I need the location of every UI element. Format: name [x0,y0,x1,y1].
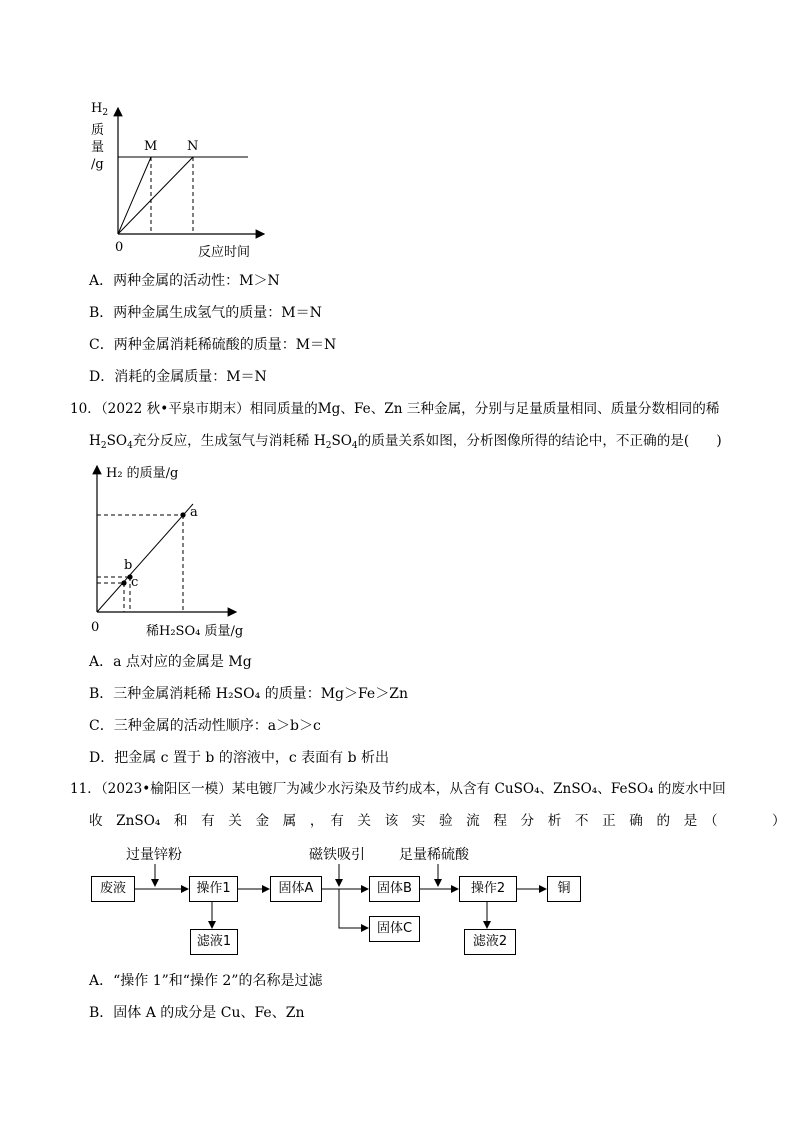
graph2-point-c-label: c [131,575,139,590]
graph2-y-label: H₂ 的质量/g [106,466,179,481]
q10-text-mid: 充分反应，生成氢气与消耗稀 H [132,433,326,449]
y-label-unit: /g [91,157,104,172]
q10-sub2: 4 [127,441,133,451]
q10-stem-line1: 10．（2022 秋•平泉市期末）相同质量的Mg、Fe、Zn 三种金属，分别与足量质量相同、质量分数相同的稀 [70,401,720,417]
flow-box-op1: 操作1 [189,876,238,902]
y-label-liang: 量 [91,140,105,155]
flow-box-op2: 操作2 [459,876,517,902]
flow-box-filtrate2: 滤液2 [464,929,516,955]
q9-option-c: C．两种金属消耗稀硫酸的质量：M＝N [89,337,337,353]
q9-option-a: A．两种金属的活动性：M＞N [89,273,280,289]
graph2-point-b-label: b [124,558,133,573]
q10-h: H [89,433,101,449]
graph1-point-n-label: N [187,139,199,154]
graph2-point-a-label: a [190,505,198,520]
q11-option-b: B．固体 A 的成分是 Cu、Fe、Zn [89,1005,305,1021]
q11-stem-line2: 收 ZnSO₄ 和 有 关 金 属 ， 有 关 该 实 验 流 程 分 析 不 正 确 的 是 （ ） [89,813,786,829]
q10-so: SO [106,433,128,449]
q9-option-d: D．消耗的金属质量：M＝N [89,369,267,385]
graph1-origin: 0 [115,240,124,255]
q10-option-d: D．把金属 c 置于 b 的溶液中，c 表面有 b 析出 [89,750,389,766]
q10-sub1: 2 [100,441,107,451]
q10-option-b: B．三种金属消耗稀 H₂SO₄ 的质量：Mg＞Fe＞Zn [89,686,408,702]
graph1-point-m-label: M [144,139,158,154]
q10-text-end: 的质量关系如图，分析图像所得的结论中，不正确的是( ) [357,433,722,449]
q11-option-a: A．“操作 1”和“操作 2”的名称是过滤 [89,973,323,989]
y-label-h: H [91,101,103,116]
q10-option-a: A．a 点对应的金属是 Mg [89,654,252,670]
q10-so2: SO [331,433,352,449]
graph1-x-label: 反应时间 [198,245,251,260]
flow-box-solida: 固体A [270,876,322,902]
flow-box-copper: 铜 [547,876,581,902]
flow-reagent-acid: 足量稀硫酸 [399,847,469,863]
q10-option-c: C．三种金属的活动性顺序：a＞b＞c [89,718,321,734]
q10-sub4: 4 [351,441,358,451]
q10-sub3: 2 [325,441,332,451]
flow-reagent-zinc: 过量锌粉 [126,847,182,863]
flow-box-waste: 废液 [91,876,135,902]
flow-box-solidc: 固体C [369,916,420,942]
flow-box-solidb: 固体B [369,876,420,902]
graph2-origin: 0 [91,620,100,635]
flow-reagent-magnet: 磁铁吸引 [309,847,365,863]
graph2-x-label: 稀H₂SO₄ 质量/g [146,624,244,639]
flow-arrow-solida-solidc [339,889,368,928]
y-label-zhi: 质 [91,123,105,138]
q11-stem-line1: 11．（2023•榆阳区一模）某电镀厂为减少水污染及节约成本，从含有 CuSO₄、ZnSO₄、FeSO₄ 的废水中回 [70,781,726,797]
flow-box-filtrate1: 滤液1 [190,929,238,955]
y-label-sub: 2 [102,108,109,118]
q9-option-b: B．两种金属生成氢气的质量：M＝N [89,305,322,321]
